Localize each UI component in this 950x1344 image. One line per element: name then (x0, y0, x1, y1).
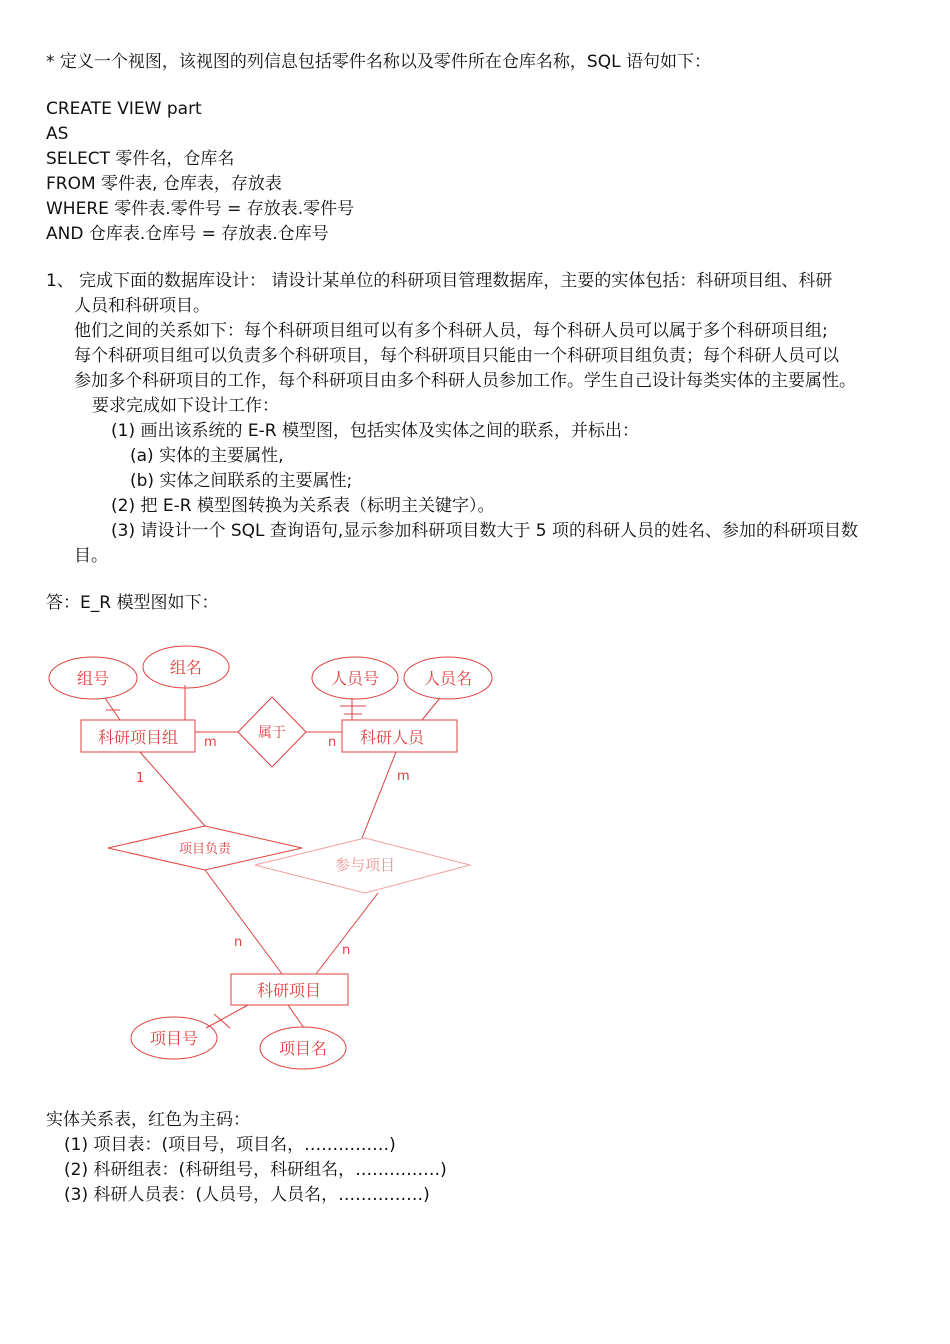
rel-belongs: 属于 (258, 725, 286, 741)
card-1: 1 (136, 771, 145, 786)
attr-project-no: 项目号 (149, 1029, 199, 1048)
question-relation-1: 他们之间的关系如下：每个科研项目组可以有多个科研人员，每个科研人员可以属于多个科研项目组; (74, 321, 828, 341)
question-relation-2: 每个科研项目组可以负责多个科研项目，每个科研项目只能由一个科研项目组负责；每个科研人员可以 (74, 346, 839, 366)
attr-project-name: 项目名 (278, 1039, 328, 1058)
question-req-1a: (a) 实体的主要属性, (130, 446, 284, 466)
line-join-project (316, 893, 378, 974)
line-charge-project (205, 870, 282, 974)
table-2: (2) 科研组表：(科研组号，科研组名，……………) (64, 1160, 447, 1180)
entity-project: 科研项目 (256, 981, 322, 1000)
attr-person-no: 人员号 (330, 669, 380, 688)
sql-line-5: WHERE 零件表.零件号 = 存放表.零件号 (46, 199, 355, 219)
question-requirement: 要求完成如下设计工作： (92, 396, 279, 416)
table-1: (1) 项目表：(项目号，项目名，……………) (64, 1135, 396, 1155)
sql-line-2: AS (46, 124, 69, 144)
question-req-3-cont: 目。 (74, 546, 108, 566)
question-relation-3: 参加多个科研项目的工作，每个科研项目由多个科研人员参加工作。学生自己设计每类实体的主要属性。 (74, 371, 856, 391)
sql-line-1: CREATE VIEW part (46, 99, 202, 119)
card-n2: n (234, 935, 243, 950)
table-3: (3) 科研人员表：(人员号，人员名，……………) (64, 1185, 430, 1205)
attr-group-name: 组名 (169, 658, 203, 677)
rel-join: 参与项目 (334, 856, 396, 874)
er-diagram (0, 630, 520, 1080)
entity-person: 科研人员 (359, 728, 425, 747)
card-m2: m (397, 769, 410, 784)
question-req-3: (3) 请设计一个 SQL 查询语句,显示参加科研项目数大于 5 项的科研人员的姓名、参加的科研项目数 (111, 521, 858, 541)
card-n1: n (328, 735, 337, 750)
intro-line: * 定义一个视图，该视图的列信息包括零件名称以及零件所在仓库名称，SQL 语句如下： (46, 52, 711, 72)
line-group-charge (140, 752, 205, 826)
attr-person-name: 人员名 (423, 669, 473, 688)
line-project-projectname (288, 1005, 304, 1028)
line-project-projectno (206, 1005, 248, 1028)
question-req-1b: (b) 实体之间联系的主要属性; (130, 471, 353, 491)
line-personname-entity (422, 698, 440, 720)
rel-charge: 项目负责 (178, 842, 232, 857)
sql-line-6: AND 仓库表.仓库号 = 存放表.仓库号 (46, 224, 329, 244)
line-person-join (362, 752, 396, 838)
answer-heading: 答：E_R 模型图如下： (46, 593, 219, 613)
entity-group: 科研项目组 (97, 728, 179, 747)
tables-title: 实体关系表，红色为主码： (46, 1110, 250, 1130)
question-first-cont: 人员和科研项目。 (74, 296, 210, 316)
question-req-2: (2) 把 E-R 模型图转换为关系表（标明主关键字）。 (111, 496, 495, 516)
question-number: 1、 (46, 271, 74, 291)
card-n3: n (342, 943, 351, 958)
attr-group-no: 组号 (76, 669, 110, 688)
line-groupno-entity (105, 698, 120, 720)
sql-line-3: SELECT 零件名，仓库名 (46, 149, 235, 169)
card-m1: m (204, 735, 217, 750)
sql-line-4: FROM 零件表, 仓库表，存放表 (46, 174, 282, 194)
question-req-1: (1) 画出该系统的 E-R 模型图，包括实体及实体之间的联系，并标出： (111, 421, 639, 441)
question-first-line: 完成下面的数据库设计： 请设计某单位的科研项目管理数据库，主要的实体包括：科研项目组、科研 (79, 271, 833, 291)
